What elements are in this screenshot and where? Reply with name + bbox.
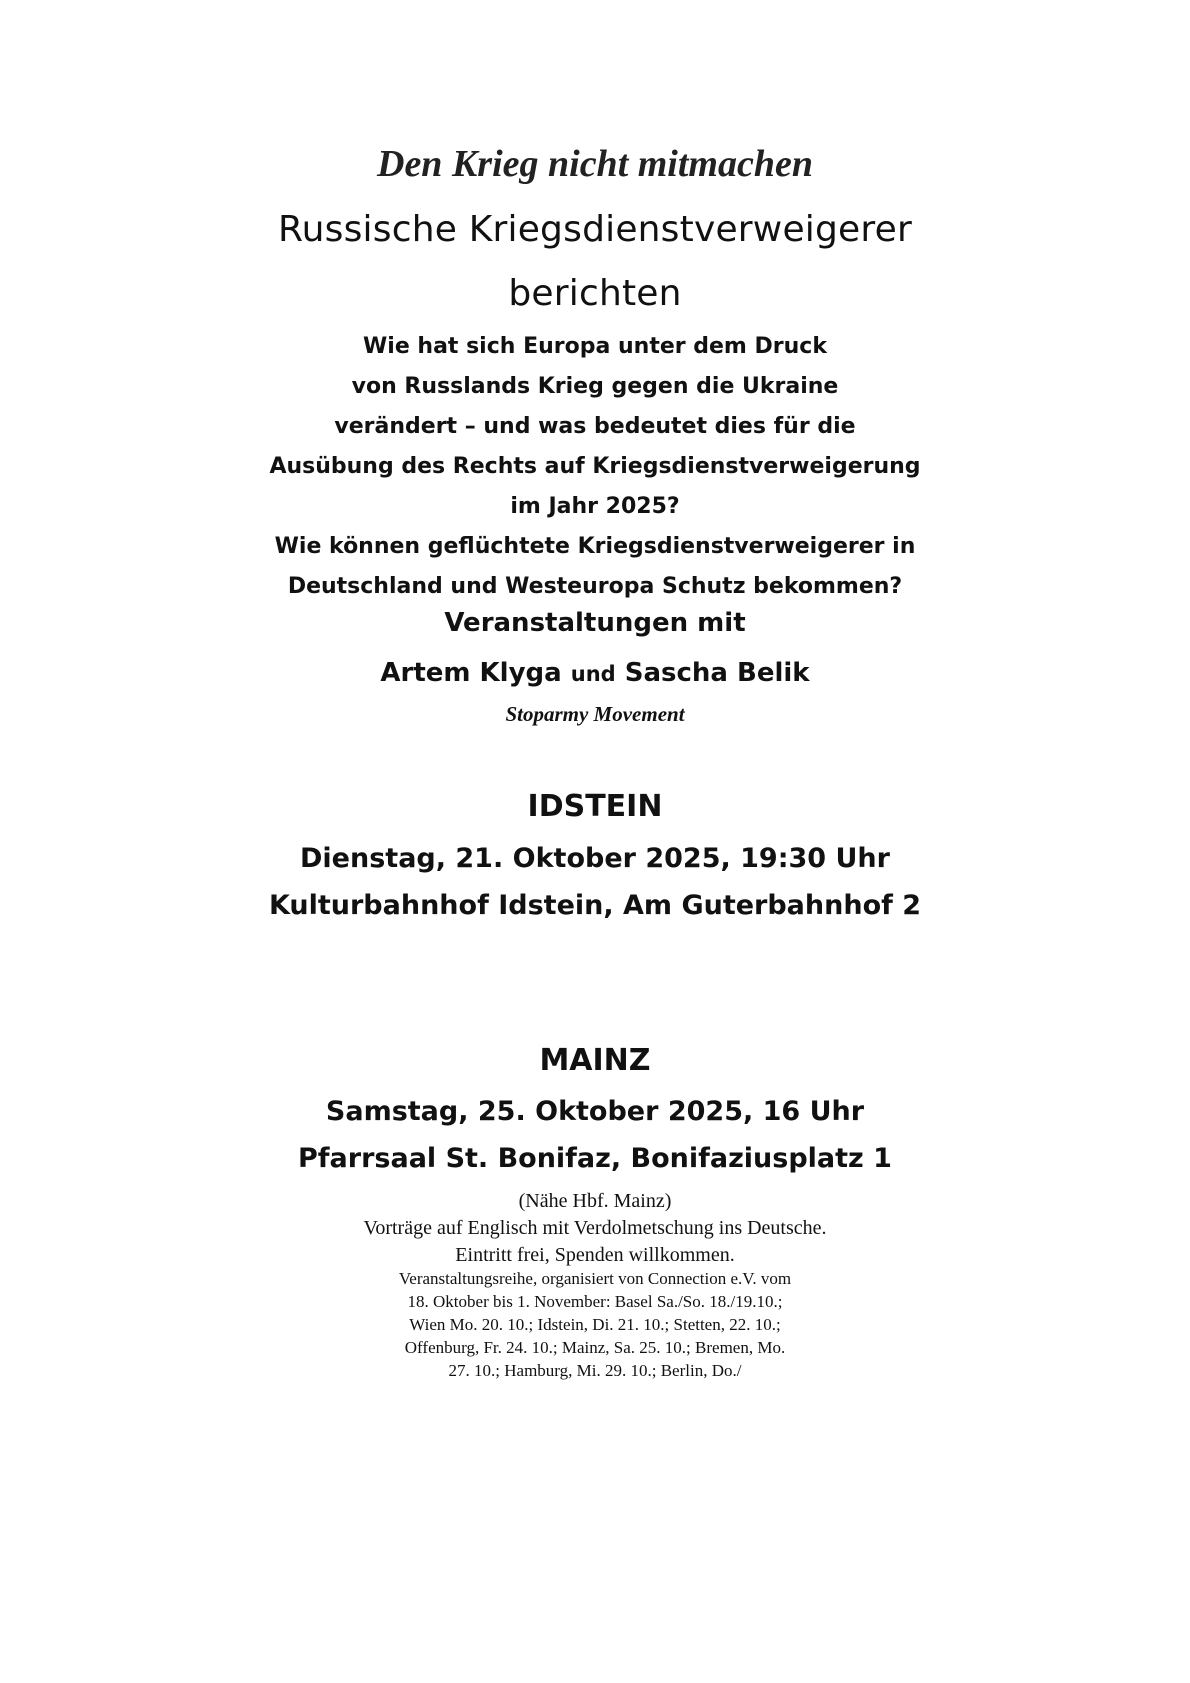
lead-line: verändert – und was bedeutet dies für die	[334, 414, 856, 439]
lead-line: von Russlands Krieg gegen die Ukraine	[351, 374, 839, 399]
speakers-intro: Veranstaltungen mit	[444, 608, 746, 638]
event-city-idstein: IDSTEIN	[527, 789, 663, 824]
kicker-heading: Den Krieg nicht mitmachen	[377, 143, 813, 185]
note-line: Vorträge auf Englisch mit Verdolmetschung ins Deutsche.	[363, 1217, 827, 1239]
event-notes	[0, 1188, 1190, 1269]
series-info	[0, 1267, 1190, 1382]
event-venue-mainz: Pfarrsaal St. Bonifaz, Bonifaziusplatz 1	[298, 1143, 892, 1174]
event-city-mainz: MAINZ	[539, 1043, 651, 1078]
speaker-conjunction: und	[570, 662, 616, 686]
note-line: (Nähe Hbf. Mainz)	[518, 1190, 672, 1212]
lead-line: Ausübung des Rechts auf Kriegsdienstverweigerung	[269, 454, 921, 479]
speaker-name-1: Artem Klyga	[380, 658, 562, 688]
note-line: Eintritt frei, Spenden willkommen.	[455, 1244, 735, 1266]
series-line: Veranstaltungsreihe, organisiert von Connection e.V. vom	[398, 1269, 792, 1288]
speaker-name-2: Sascha Belik	[624, 658, 810, 688]
series-line: 27. 10.; Hamburg, Mi. 29. 10.; Berlin, Do./	[448, 1361, 742, 1380]
lead-line: Wie hat sich Europa unter dem Druck	[363, 334, 827, 359]
title-line-2: berichten	[508, 273, 682, 314]
lead-line: Deutschland und Westeuropa Schutz bekommen?	[287, 574, 903, 599]
event-date-idstein: Dienstag, 21. Oktober 2025, 19:30 Uhr	[300, 843, 890, 874]
speakers-names	[0, 658, 1190, 688]
event-date-mainz: Samstag, 25. Oktober 2025, 16 Uhr	[325, 1096, 865, 1127]
series-line: Wien Mo. 20. 10.; Idstein, Di. 21. 10.; Stetten, 22. 10.;	[409, 1315, 781, 1334]
main-title	[0, 198, 1190, 326]
lead-line: Wie können geflüchtete Kriegsdienstverweigerer in	[274, 534, 916, 559]
series-line: Offenburg, Fr. 24. 10.; Mainz, Sa. 25. 10.; Bremen, Mo.	[404, 1338, 786, 1357]
lead-line: im Jahr 2025?	[510, 494, 680, 519]
speakers-organization: Stoparmy Movement	[505, 702, 685, 726]
lead-questions	[0, 327, 1190, 607]
event-venue-idstein: Kulturbahnhof Idstein, Am Guterbahnhof 2	[268, 890, 922, 921]
title-line-1: Russische Kriegsdienstverweigerer	[278, 209, 912, 250]
series-line: 18. Oktober bis 1. November: Basel Sa./So. 18./19.10.;	[407, 1292, 783, 1311]
